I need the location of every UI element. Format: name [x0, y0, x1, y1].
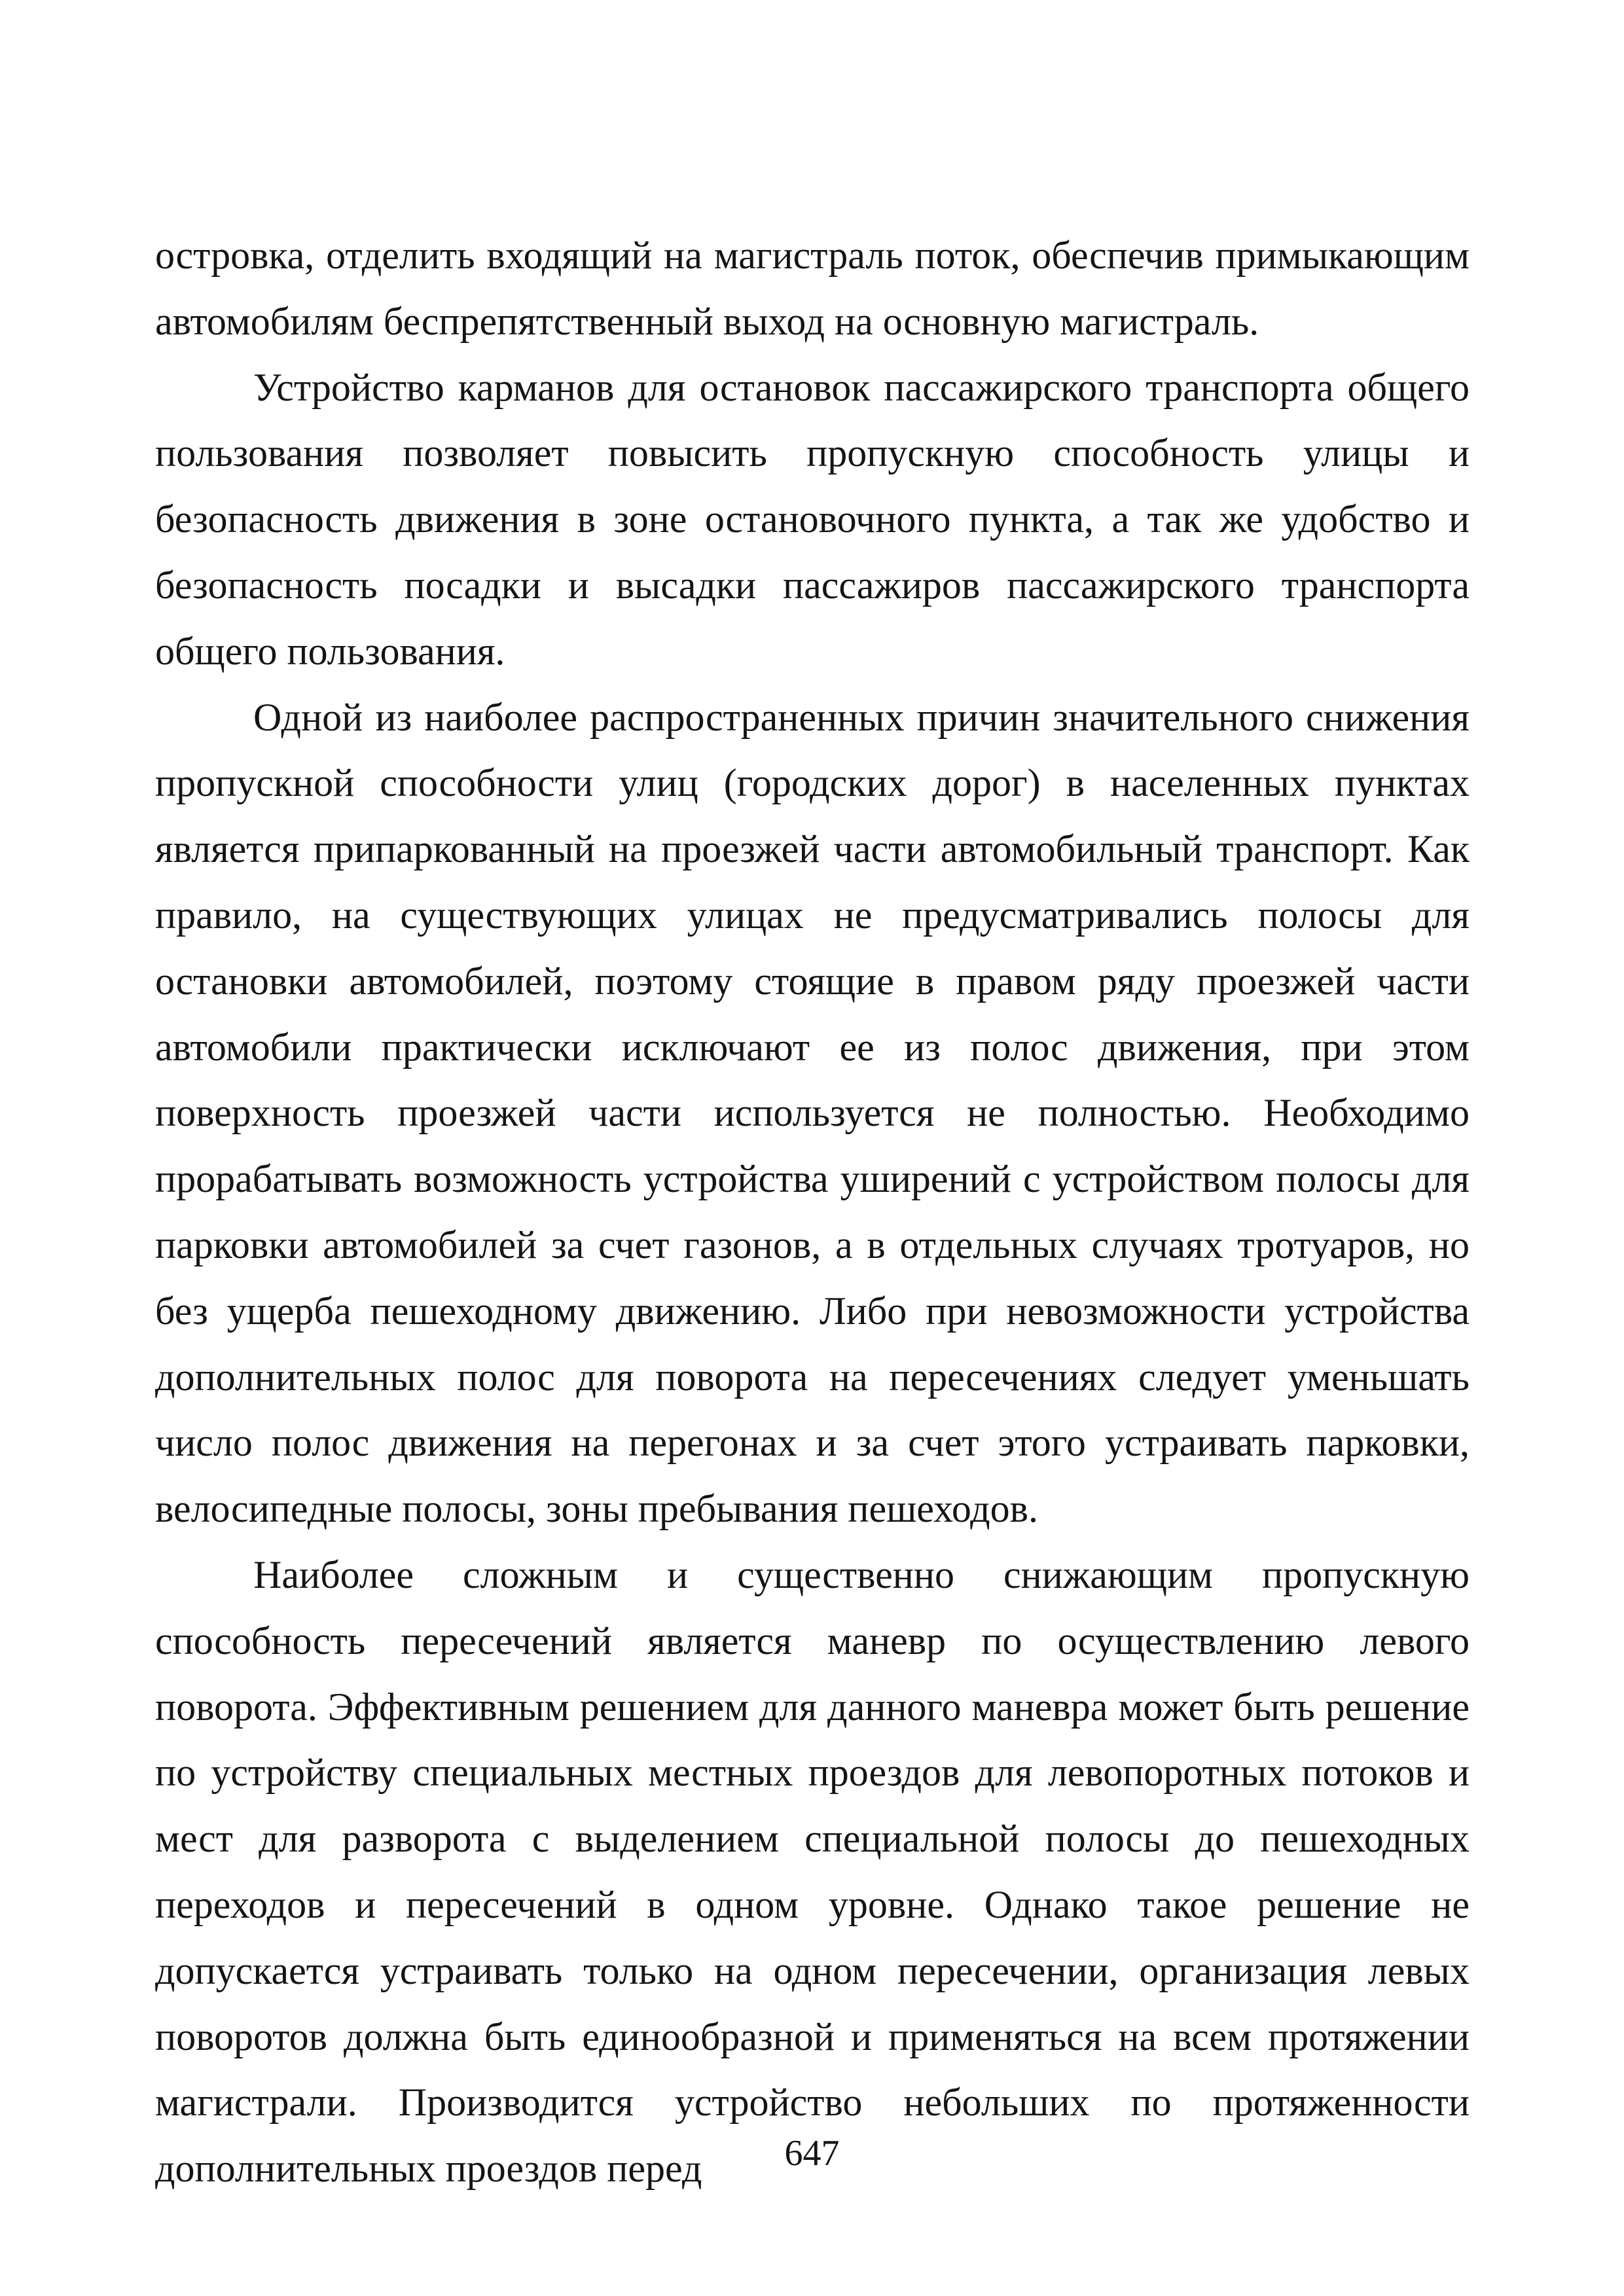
paragraph-stop-bays: Устройство карманов для остановок пассажирского транспорта общего пользования позволяет повысить пропускную способность улицы и безопасность движения в зоне остановочного пункта, а так же удобство и безопасность посадки и высадки пассажиров пассажирского транспорта общего пользования.	[155, 365, 1470, 673]
paragraph-left-turn: Наиболее сложным и существенно снижающим пропускную способность пересечений является маневр по осуществлению левого поворота. Эффективным решением для данного маневра может быть решение по устройству специальных местных проездов для левопоротных потоков и мест для разворота с выделением специальной полосы до пешеходных переходов и пересечений в одном уровне. Однако такое решение не допускается устраивать только на одном пересечении, организация левых поворотов должна быть единообразной и применяться на всем протяжении магистрали. Производится устройство небольших по протяженности дополнительных проездов перед	[155, 1552, 1470, 2191]
page-number: 647	[784, 2133, 840, 2174]
paragraph-continuation: островка, отделить входящий на магистраль поток, обеспечив примыкающим автомобилям беспрепятственный выход на основную магистраль.	[155, 234, 1470, 343]
paragraph-parked-vehicles: Одной из наиболее распространенных причин значительного снижения пропускной способности улиц (городских дорог) в населенных пунктах является припаркованный на проезжей части автомобильный транспорт. Как правило, на существующих улицах не предусматривались полосы для остановки автомобилей, поэтому стоящие в правом ряду проезжей части автомобили практически исключают ее из полос движения, при этом поверхность проезжей части используется не полностью. Необходимо прорабатывать возможность устройства уширений с устройством полосы для парковки автомобилей за счет газонов, а в отдельных случаях тротуаров, но без ущерба пешеходному движению. Либо при невозможности устройства дополнительных полос для поворота на пересечениях следует уменьшать число полос движения на перегонах и за счет этого устраивать парковки, велосипедные полосы, зоны пребывания пешеходов.	[155, 695, 1470, 1531]
document-body	[155, 223, 1470, 2202]
